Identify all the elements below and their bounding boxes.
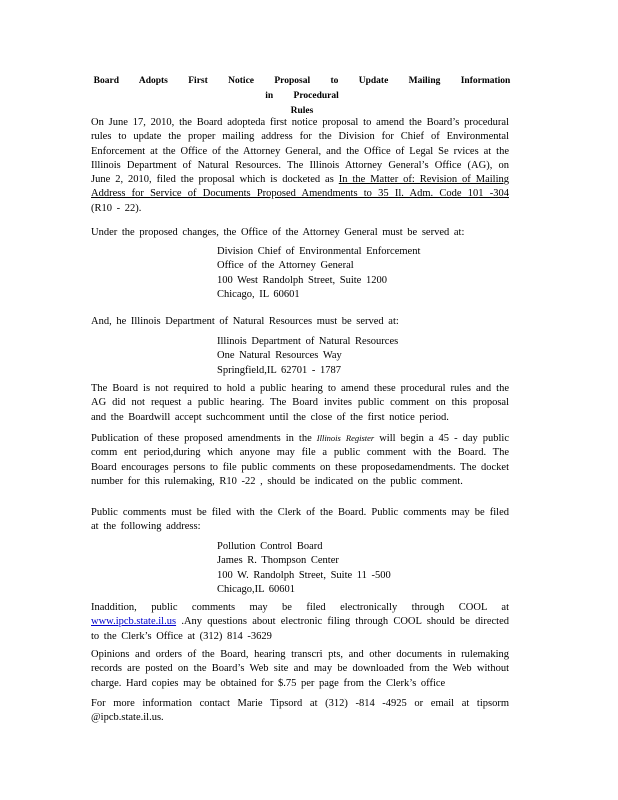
address-line: Springfield,IL 62701 - 1787 bbox=[217, 364, 342, 376]
title-line-1: Board Adopts First Notice Proposal to Update Mailing Information in Procedural bbox=[93, 76, 511, 101]
address-line: Office of the Attorney General bbox=[217, 260, 354, 272]
address-line: Pollution Control Board bbox=[217, 541, 323, 552]
address-line: One Natural Resources Way bbox=[217, 350, 342, 362]
publication-paragraph bbox=[91, 431, 509, 489]
address-line: James R. Thompson Center bbox=[217, 555, 339, 567]
address-line: 100 West Randolph Street, Suite 1200 bbox=[217, 274, 387, 286]
address-line: Division Chief of Environmental Enforcement bbox=[217, 246, 421, 257]
intro-paragraph bbox=[91, 116, 509, 216]
idnr-service-paragraph: And, he Illinois Department of Natural Resources must be served at: bbox=[91, 316, 399, 327]
website-link[interactable]: www.ipcb.state.il.us bbox=[91, 616, 177, 628]
journal-name-1: Illinois bbox=[316, 433, 341, 443]
address-line: Chicago,IL 60601 bbox=[217, 583, 296, 595]
clerk-phone-text: .Any questions about electronic filing through COOL should be directed to the Clerk’s Office at (312) 814 -3629 bbox=[91, 616, 509, 642]
ag-address-block bbox=[217, 245, 517, 302]
board-address-block bbox=[217, 540, 517, 597]
ag-service-paragraph: Under the proposed changes, the Office of the Attorney General must be served at: bbox=[91, 227, 465, 238]
title-line-2: Rules bbox=[290, 106, 314, 116]
address-line: 100 W. Randolph Street, Suite 11 -500 bbox=[217, 569, 391, 581]
hearing-paragraph: The Board is not required to hold a public hearing to amend these procedural rules and the AG did not request a public hearing. The Board invites public comment on this proposal and the Boardwill accept suchcomment until the close of the first notice period. bbox=[91, 383, 509, 423]
electronic-filing-text: Inaddition, public comments may be filed electronically through COOL at bbox=[91, 602, 509, 613]
publication-text-start: Publication of these proposed amendments in the bbox=[91, 433, 317, 444]
contact-paragraph: For more information contact Marie Tipsord at (312) -814 -4925 or email at tipsorm @ipcb.state.il.us. bbox=[91, 698, 509, 724]
docket-title: In the Matter of: Revision of Mailing Address for Service of Documents Proposed Amendments to 35 Il. Adm. Code 101 -304 bbox=[91, 174, 509, 200]
website-paragraph: Opinions and orders of the Board, hearing transcri pts, and other documents in rulemaking records are posted on the Board’s Web site and may be downloaded from the Web without charge. Hard copies may be obtained for $.75 per page from the Clerk’s office bbox=[91, 649, 509, 689]
docket-number: (R10 - 22). bbox=[91, 202, 142, 214]
idnr-address-block bbox=[217, 335, 517, 378]
journal-name-2: Register bbox=[345, 433, 375, 443]
filing-paragraph: Public comments must be filed with the Clerk of the Board. Public comments may be filed at the following address: bbox=[91, 507, 509, 533]
electronic-filing-paragraph bbox=[91, 601, 509, 644]
address-line: Chicago, IL 60601 bbox=[217, 288, 300, 300]
address-line: Illinois Department of Natural Resources bbox=[217, 336, 399, 347]
publication-text-end: will begin a 45 - day public comm ent period,during which anyone may file a public comment with the Board. The Board encourages persons to file public comments on these proposedamendments. The docket number for this rulemaking, R10 -22 , should be indicated on the public comment. bbox=[91, 433, 509, 487]
page-title bbox=[92, 74, 512, 119]
intro-text: On June 17, 2010, the Board adopteda first notice proposal to amend the Board’s procedural rules to update the proper mailing address for the Division for Chief of Environmental Enforcement at the Office of the Attorney General, and the Office of Legal Se rvices at the Illinois Department of Natural Resources. The Illinois Attorney General’s Office (AG), on June 2, 2010, filed the proposal which is docketed as bbox=[91, 117, 509, 186]
